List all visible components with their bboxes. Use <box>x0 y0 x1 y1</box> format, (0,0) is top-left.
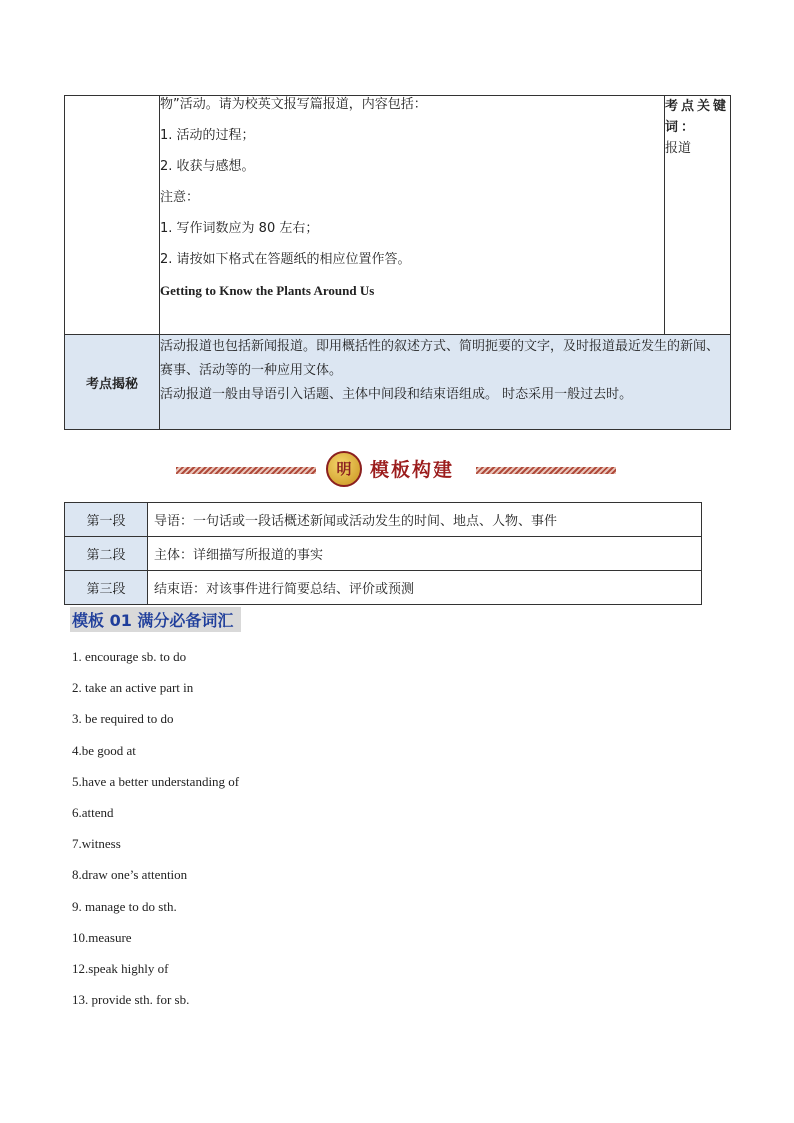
question-line: 2. 收获与感想。 <box>160 159 255 174</box>
question-line: 2. 请按如下格式在答题纸的相应位置作答。 <box>160 252 411 267</box>
list-item: 2. take an active part in <box>72 680 194 696</box>
list-item: 12.speak highly of <box>72 960 169 976</box>
list-item: 5.have a better understanding of <box>72 773 240 789</box>
question-left-cell <box>65 96 160 335</box>
badge-icon: 明 <box>326 451 362 487</box>
question-line: 1. 活动的过程； <box>160 128 255 143</box>
keyword-value: 报道 <box>665 141 692 156</box>
section-heading: 模板 01 满分必备词汇 <box>70 607 241 632</box>
reveal-line: 活动报道也包括新闻报道。即用概括性的叙述方式、简明扼要的文字，及时报道最近发生的新闻、赛事、活动等的一种应用文体。 <box>160 339 720 378</box>
keyword-label: 考点关键词： <box>665 99 730 135</box>
template-label: 第二段 <box>65 537 148 571</box>
banner-title: 模板构建 <box>370 459 455 481</box>
list-item: 6.attend <box>72 804 114 820</box>
template-label: 第一段 <box>65 503 148 537</box>
question-line: 注意： <box>160 190 200 205</box>
banner-stripe-right <box>476 467 616 474</box>
vocab-list <box>72 648 239 1022</box>
template-text: 结束语：对该事件进行简要总结、评价或预测 <box>148 571 702 605</box>
section-banner <box>176 451 616 489</box>
template-row <box>65 503 702 537</box>
question-line: 物”活动。请为校英文报写篇报道，内容包括： <box>160 97 427 112</box>
list-item: 1. encourage sb. to do <box>72 649 187 664</box>
template-row <box>65 537 702 571</box>
template-text: 导语：一句话或一段话概述新闻或活动发生的时间、地点、人物、事件 <box>148 503 702 537</box>
list-item: 13. provide sth. for sb. <box>72 992 190 1008</box>
template-text: 主体：详细描写所报道的事实 <box>148 537 702 571</box>
reveal-label: 考点揭秘 <box>65 335 160 430</box>
reveal-line: 活动报道一般由导语引入话题、主体中间段和结束语组成。 时态采用一般过去时。 <box>160 387 633 402</box>
banner-stripe-left <box>176 467 316 474</box>
question-table <box>64 95 731 430</box>
list-item: 10.measure <box>72 929 132 945</box>
list-item: 8.draw one’s attention <box>72 867 188 883</box>
template-row <box>65 571 702 605</box>
keyword-cell <box>665 96 731 335</box>
question-line: 1. 写作词数应为 80 左右； <box>160 221 319 236</box>
essay-title: Getting to Know the Plants Around Us <box>160 283 375 298</box>
list-item: 3. be required to do <box>72 711 174 727</box>
list-item: 4.be good at <box>72 742 136 758</box>
list-item: 9. manage to do sth. <box>72 898 177 914</box>
list-item: 7.witness <box>72 836 121 852</box>
template-table <box>64 502 702 605</box>
template-label: 第三段 <box>65 571 148 605</box>
reveal-text-cell <box>160 335 731 430</box>
question-text-cell <box>160 96 665 335</box>
